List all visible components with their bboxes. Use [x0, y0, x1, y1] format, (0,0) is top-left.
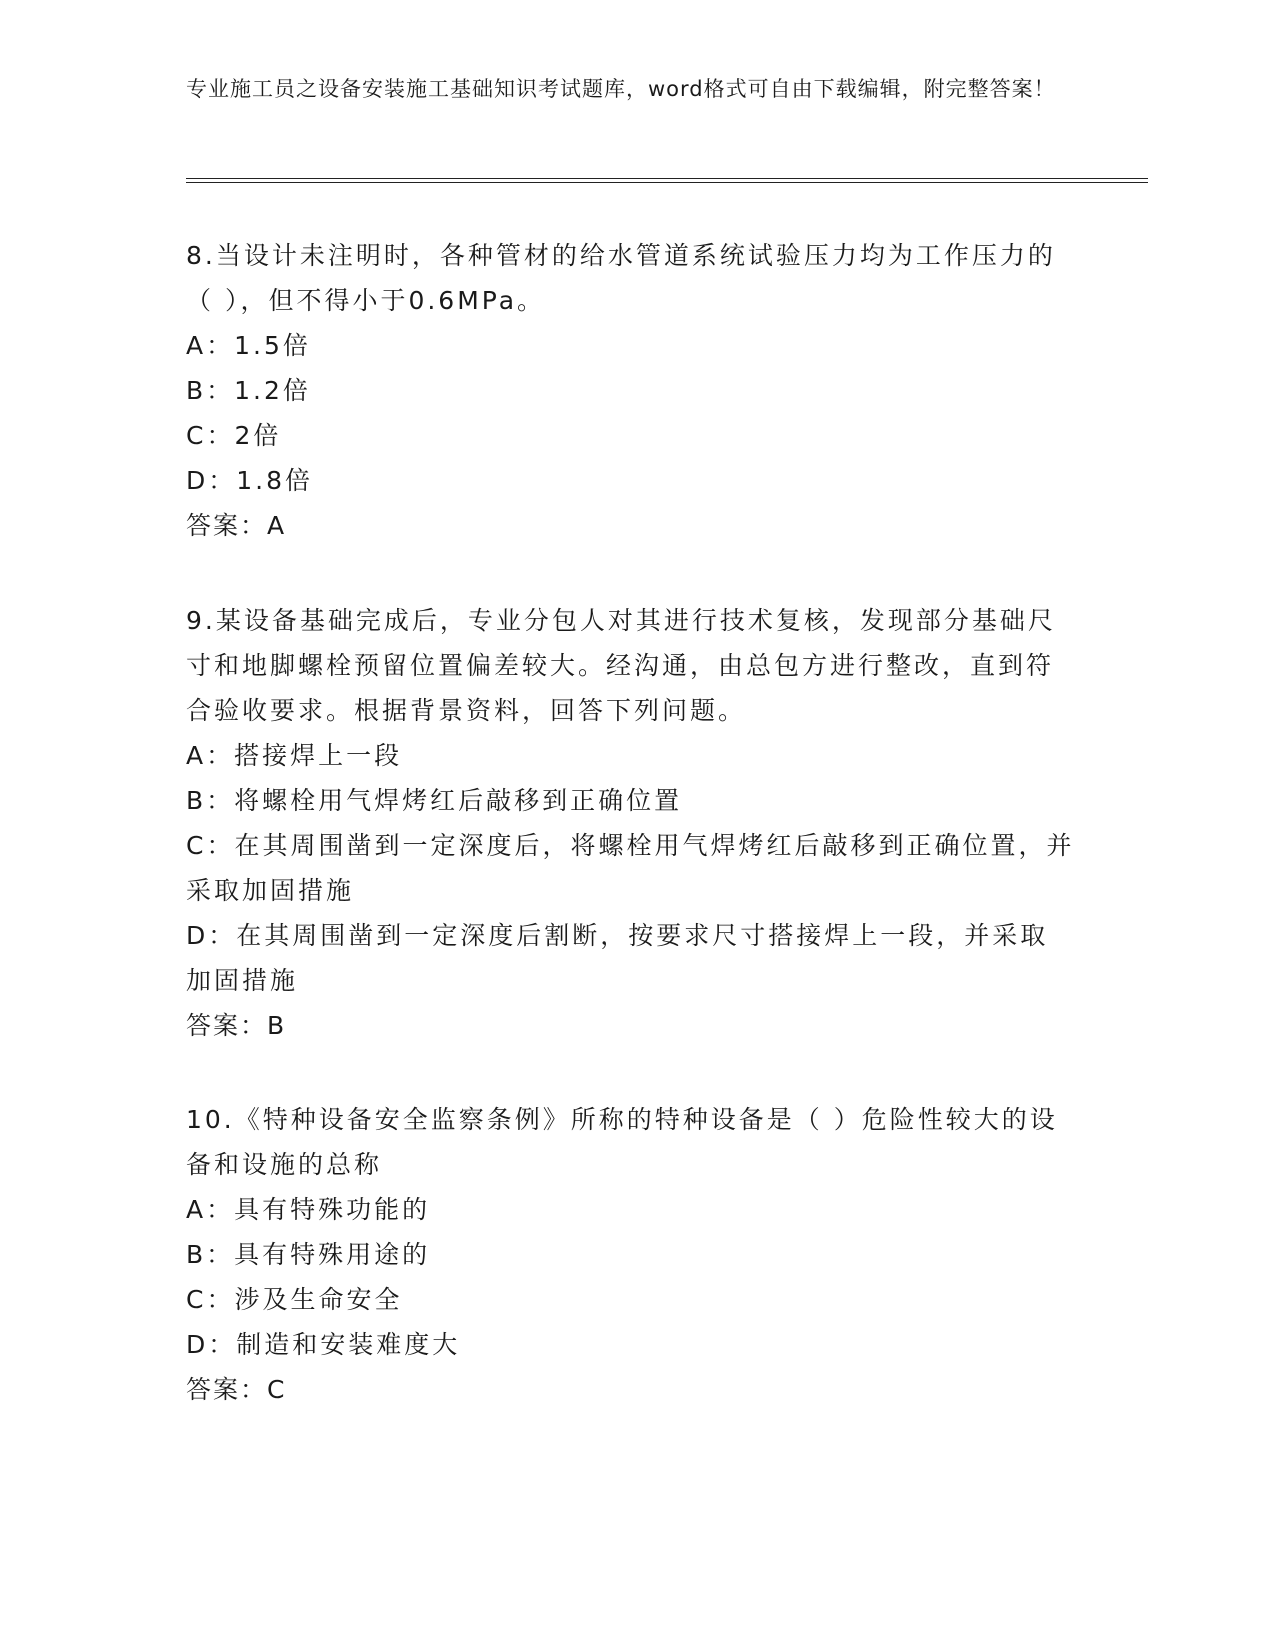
document-header: 专业施工员之设备安装施工基础知识考试题库，word格式可自由下载编辑，附完整答案！: [186, 77, 1056, 101]
option-d: D：1.8倍: [186, 466, 314, 495]
option-a: A：搭接焊上一段: [186, 741, 403, 770]
question-stem: 10.《特种设备安全监察条例》所称的特种设备是（ ）危险性较大的设备和设施的总称: [186, 1105, 1058, 1179]
option-d: D：在其周围凿到一定深度后割断，按要求尺寸搭接焊上一段，并采取加固措施: [186, 921, 1049, 995]
option-d: D：制造和安装难度大: [186, 1330, 461, 1359]
question-10: [186, 1097, 1076, 1412]
option-c: C：2倍: [186, 421, 282, 450]
option-b: B：1.2倍: [186, 376, 311, 405]
answer: 答案：C: [186, 1375, 287, 1404]
answer: 答案：B: [186, 1011, 287, 1040]
option-b: B：将螺栓用气焊烤红后敲移到正确位置: [186, 786, 683, 815]
question-stem: 9.某设备基础完成后，专业分包人对其进行技术复核，发现部分基础尺寸和地脚螺栓预留位置偏差较大。经沟通，由总包方进行整改，直到符合验收要求。根据背景资料，回答下列问题。: [186, 606, 1056, 725]
option-a: A：具有特殊功能的: [186, 1195, 431, 1224]
option-c: C：涉及生命安全: [186, 1285, 403, 1314]
answer: 答案：A: [186, 511, 287, 540]
question-8: [186, 233, 1076, 548]
option-c: C：在其周围凿到一定深度后，将螺栓用气焊烤红后敲移到正确位置，并采取加固措施: [186, 831, 1075, 905]
question-stem: 8.当设计未注明时，各种管材的给水管道系统试验压力均为工作压力的（ ），但不得小于0.6MPa。: [186, 241, 1056, 315]
question-9: [186, 598, 1076, 1048]
option-b: B：具有特殊用途的: [186, 1240, 431, 1269]
header-double-rule: [186, 178, 1148, 183]
option-a: A：1.5倍: [186, 331, 311, 360]
